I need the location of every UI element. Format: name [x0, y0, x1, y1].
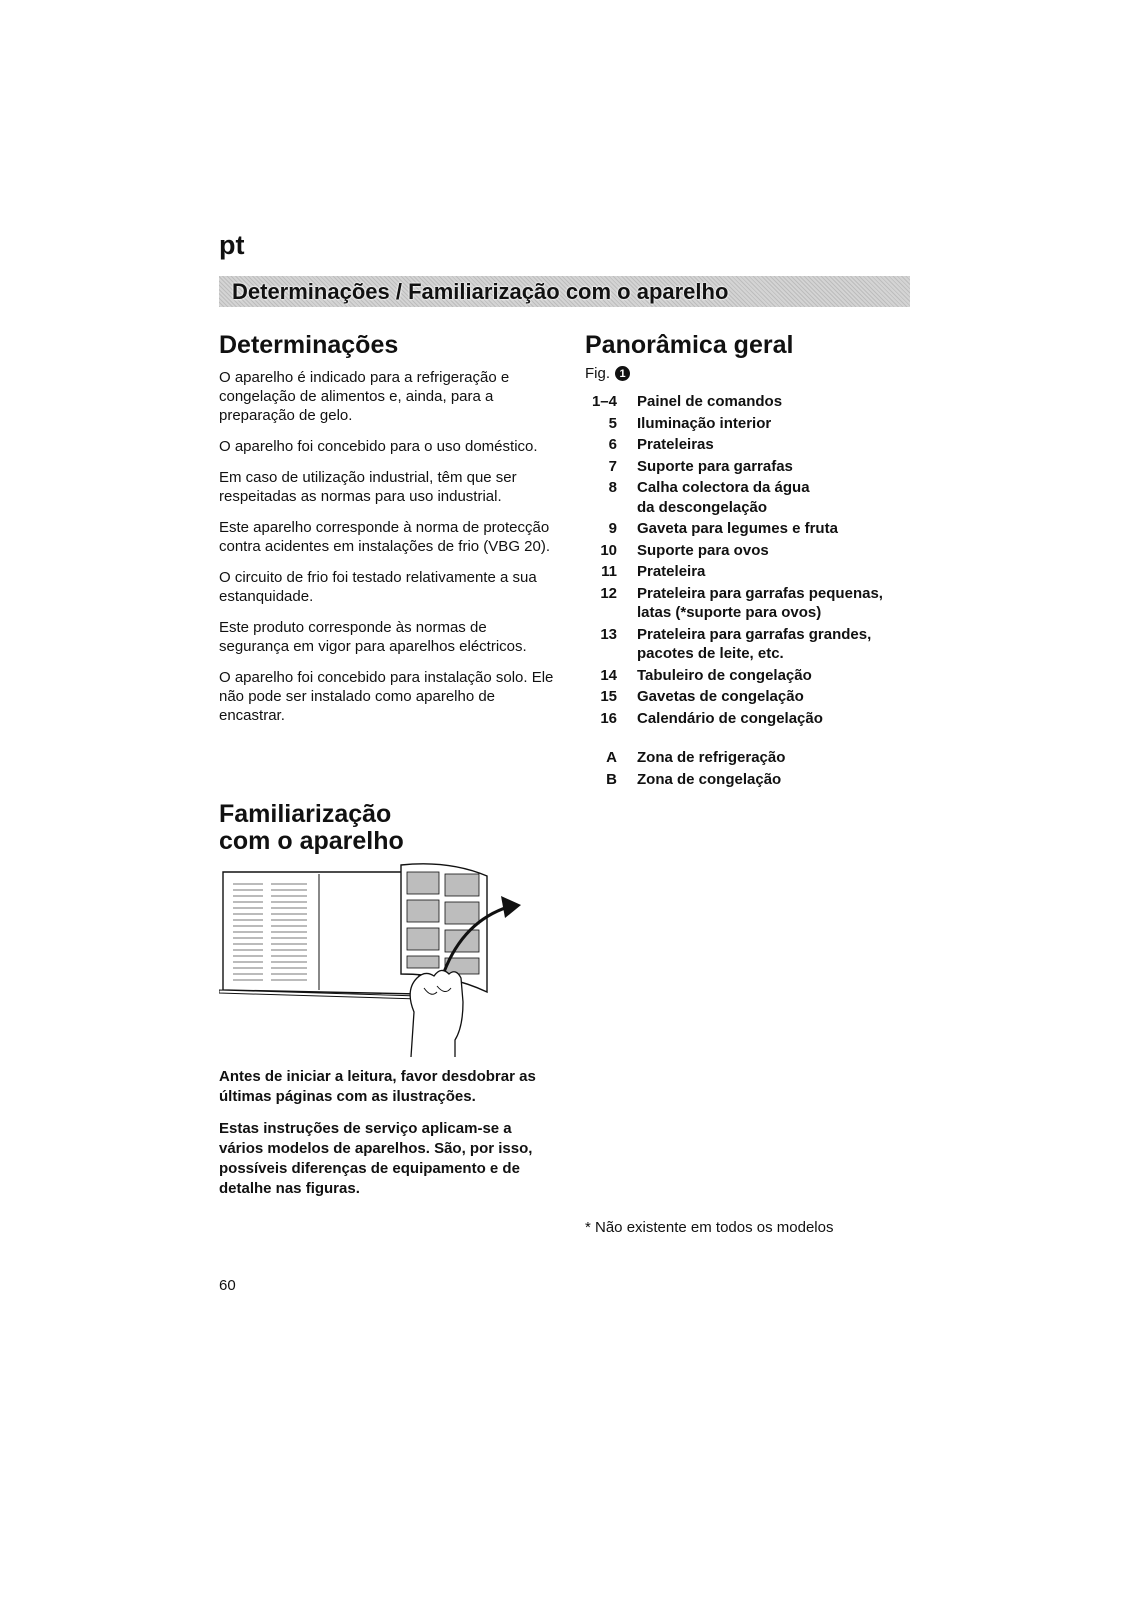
item-number: 8 — [608, 479, 617, 496]
list-item — [585, 414, 925, 434]
item-number: 16 — [600, 709, 617, 727]
list-item — [585, 666, 925, 686]
item-number: 10 — [600, 541, 617, 559]
fig-number-badge: 1 — [615, 366, 630, 381]
paragraph: O circuito de frio foi testado relativamente a sua estanquidade. — [219, 569, 537, 605]
note-unfold: Antes de iniciar a leitura, favor desdobrar as últimas páginas com as ilustrações. — [219, 1068, 536, 1105]
unfold-pages-illustration — [219, 862, 539, 1062]
fig-label: Fig. — [585, 365, 611, 382]
list-item — [585, 392, 925, 412]
item-number: 15 — [600, 688, 617, 705]
item-number: 9 — [608, 520, 617, 537]
paragraph: Este aparelho corresponde à norma de protecção contra acidentes em instalações de frio (VBG 20). — [219, 519, 550, 555]
list-item — [585, 478, 925, 517]
item-label: Iluminação interior — [637, 414, 772, 432]
hand-drawing — [410, 970, 463, 1057]
zone-letter: B — [606, 770, 617, 788]
section-banner — [219, 276, 910, 307]
item-number: 13 — [600, 625, 617, 643]
zone-item — [585, 770, 925, 790]
item-number: 5 — [608, 414, 617, 432]
zone-letter: A — [606, 749, 617, 766]
paragraph: O aparelho é indicado para a refrigeração e congelação de alimentos e, ainda, para a preparação de gelo. — [219, 369, 510, 424]
item-number: 14 — [600, 666, 617, 684]
list-item — [585, 584, 925, 623]
paragraph: Em caso de utilização industrial, têm que ser respeitadas as normas para uso industrial. — [219, 469, 517, 505]
item-label: Painel de comandos — [637, 393, 783, 410]
familiarizacao-title-line1: Familiarização — [219, 800, 392, 828]
item-label: Prateleira — [637, 563, 706, 580]
item-label: Suporte para garrafas — [637, 457, 793, 475]
item-number: 12 — [600, 584, 617, 602]
reading-notes — [219, 1067, 559, 1211]
item-number: 6 — [608, 436, 617, 453]
item-label: Prateleira para garrafas pequenas, latas (*suporte para ovos) — [637, 584, 883, 621]
paragraph: O aparelho foi concebido para instalação solo. Ele não pode ser instalado como aparelho de encastrar. — [219, 669, 554, 724]
item-label: Tabuleiro de congelação — [637, 666, 812, 684]
panoramica-section — [585, 330, 925, 791]
list-item — [585, 625, 925, 664]
panoramica-title: Panorâmica geral — [585, 331, 794, 359]
paragraph: O aparelho foi concebido para o uso doméstico. — [219, 438, 538, 455]
page-number: 60 — [219, 1277, 236, 1294]
list-item — [585, 687, 925, 707]
zone-label: Zona de congelação — [637, 770, 782, 788]
familiarizacao-title — [219, 801, 404, 855]
familiarizacao-title-line2: com o aparelho — [219, 827, 404, 855]
banner-title: Determinações / Familiarização com o aparelho — [232, 278, 729, 304]
item-number: 1–4 — [591, 393, 617, 410]
list-item — [585, 457, 925, 477]
note-models: Estas instruções de serviço aplicam-se a vários modelos de aparelhos. São, por isso, possíveis diferenças de equipamento e de detalhe nas figuras. — [219, 1120, 533, 1197]
zone-label: Zona de refrigeração — [637, 749, 786, 766]
figure-reference — [585, 365, 925, 382]
determinacoes-title: Determinações — [219, 331, 399, 359]
item-label: Gavetas de congelação — [637, 688, 804, 705]
item-number: 7 — [608, 457, 617, 475]
item-label: Prateleiras — [637, 436, 714, 453]
determinacoes-section — [219, 330, 554, 737]
parts-list — [585, 392, 925, 789]
list-item — [585, 519, 925, 539]
list-item — [585, 562, 925, 582]
item-label: Prateleira para garrafas grandes, pacotes de leite, etc. — [637, 625, 872, 662]
item-label: Calha colectora da água da descongelação — [637, 479, 810, 516]
paragraph: Este produto corresponde às normas de segurança em vigor para aparelhos eléctricos. — [219, 619, 527, 655]
list-item — [585, 435, 925, 455]
item-number: 11 — [601, 563, 617, 580]
list-item — [585, 709, 925, 729]
list-item — [585, 541, 925, 561]
item-label: Calendário de congelação — [637, 709, 823, 727]
language-code: pt — [219, 230, 245, 260]
item-label: Gaveta para legumes e fruta — [637, 520, 838, 537]
zone-item — [585, 748, 925, 768]
item-label: Suporte para ovos — [637, 541, 769, 559]
footnote: * Não existente em todos os modelos — [585, 1219, 834, 1236]
